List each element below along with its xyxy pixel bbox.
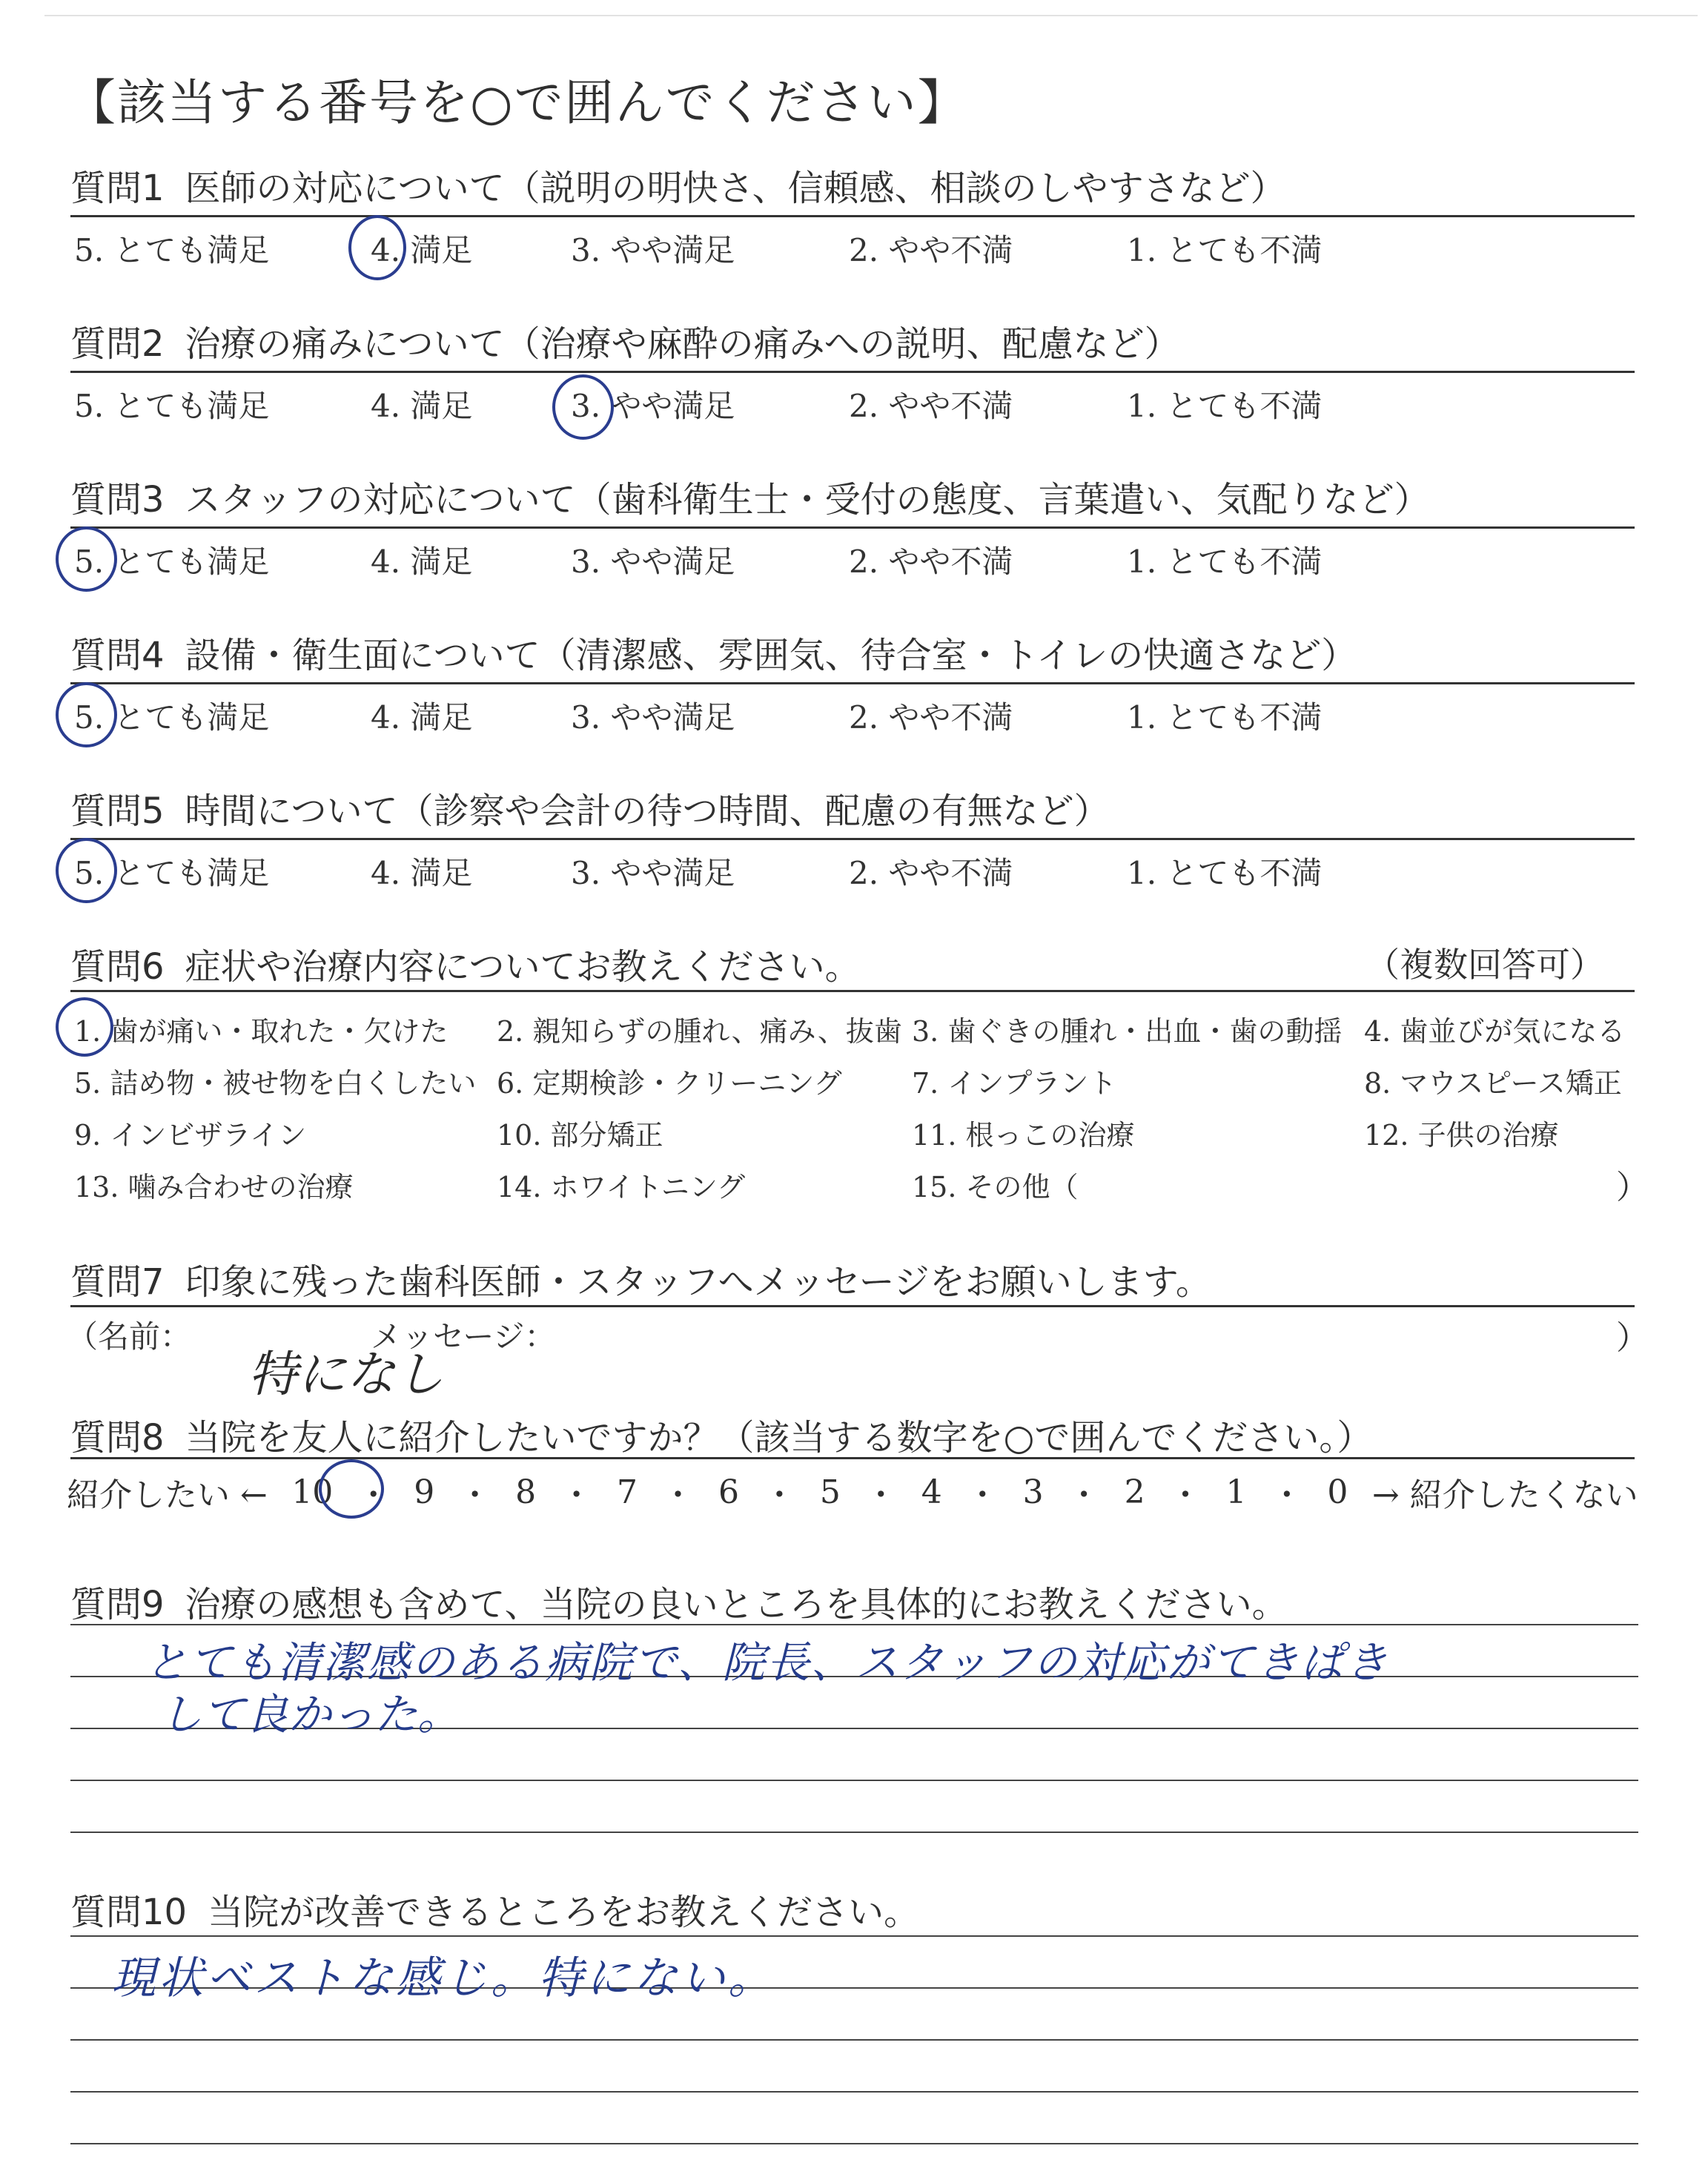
question-text: 設備・衛生面について（清潔感、雰囲気、待合室・トイレの快適さなど） bbox=[185, 635, 1357, 676]
rating-option-3[interactable]: 3. やや満足 bbox=[571, 232, 735, 268]
symptom-option-10[interactable]: 10. 部分矯正 bbox=[497, 1119, 663, 1152]
rating-option-1[interactable]: 1. とても不満 bbox=[1127, 232, 1323, 268]
scale-separator: ・ bbox=[1270, 1476, 1303, 1514]
question-text: 時間について（診察や会計の待つ時間、配慮の有無など） bbox=[185, 790, 1110, 832]
question-rule bbox=[70, 1457, 1635, 1459]
recommend-scale bbox=[67, 1468, 1638, 1516]
scale-value-10[interactable]: 10 bbox=[291, 1473, 334, 1511]
q9-answer-line-2: して良かった。 bbox=[159, 1689, 461, 1740]
rating-option-2[interactable]: 2. やや不満 bbox=[849, 855, 1013, 891]
question-text: 症状や治療内容についてお教えください。 bbox=[185, 946, 861, 988]
question-number: 質問10 bbox=[70, 1892, 188, 1933]
question-rule bbox=[70, 682, 1635, 684]
scale-separator: ・ bbox=[966, 1476, 999, 1514]
q10-answer-line-1: 現状ベストな感じ。特にない。 bbox=[111, 1952, 775, 2004]
question-8 bbox=[70, 1409, 1372, 1460]
question-1 bbox=[70, 159, 1286, 211]
rating-option-5[interactable]: 5. とても満足 bbox=[74, 699, 270, 736]
question-number: 質問2 bbox=[70, 323, 165, 365]
scale-value-0[interactable]: 0 bbox=[1327, 1473, 1348, 1511]
symptom-option-2[interactable]: 2. 親知らずの腫れ、痛み、抜歯 bbox=[497, 1015, 902, 1048]
rating-option-1[interactable]: 1. とても不満 bbox=[1127, 544, 1323, 580]
question-text: 当院が改善できるところをお教えください。 bbox=[208, 1892, 920, 1933]
rating-option-1[interactable]: 1. とても不満 bbox=[1127, 388, 1323, 424]
selection-circle bbox=[56, 997, 113, 1057]
rating-option-4[interactable]: 4. 満足 bbox=[371, 544, 473, 580]
question-4 bbox=[70, 627, 1357, 678]
question-5 bbox=[70, 782, 1110, 833]
question-text: 当院を友人に紹介したいですか？（該当する数字を○で囲んでください。） bbox=[185, 1417, 1373, 1459]
message-label: メッセージ： bbox=[371, 1318, 556, 1355]
answer-line bbox=[70, 2091, 1638, 2093]
scale-separator: ・ bbox=[1169, 1476, 1202, 1514]
rating-option-4[interactable]: 4. 満足 bbox=[371, 699, 473, 736]
scale-value-9[interactable]: 9 bbox=[414, 1473, 435, 1511]
symptom-option-1[interactable]: 1. 歯が痛い・取れた・欠けた bbox=[74, 1015, 448, 1048]
question-text: 治療の感想も含めて、当院の良いところを具体的にお教えください。 bbox=[185, 1584, 1288, 1625]
rating-option-5[interactable]: 5. とても満足 bbox=[74, 855, 270, 891]
symptom-option-8[interactable]: 8. マウスピース矯正 bbox=[1364, 1067, 1622, 1100]
scale-left-label: 紹介したい ← bbox=[67, 1476, 268, 1514]
rating-option-2[interactable]: 2. やや不満 bbox=[849, 232, 1013, 268]
symptom-option-6[interactable]: 6. 定期検診・クリーニング bbox=[497, 1067, 842, 1100]
question-rule bbox=[70, 990, 1635, 992]
rating-option-2[interactable]: 2. やや不満 bbox=[849, 388, 1013, 424]
question-rule bbox=[70, 526, 1635, 529]
rating-option-3[interactable]: 3. やや満足 bbox=[571, 388, 735, 424]
question-text: 医師の対応について（説明の明快さ、信頼感、相談のしやすさなど） bbox=[185, 168, 1286, 209]
question-10 bbox=[70, 1883, 919, 1935]
scale-value-3[interactable]: 3 bbox=[1022, 1473, 1044, 1511]
scale-value-5[interactable]: 5 bbox=[819, 1473, 841, 1511]
symptom-option-11[interactable]: 11. 根っこの治療 bbox=[912, 1119, 1135, 1152]
scale-separator: ・ bbox=[458, 1476, 491, 1514]
rating-option-3[interactable]: 3. やや満足 bbox=[571, 855, 735, 891]
question-rule bbox=[70, 215, 1635, 217]
question-3 bbox=[70, 471, 1430, 522]
symptom-option-15[interactable]: 15. その他（ bbox=[912, 1171, 1079, 1203]
scale-value-4[interactable]: 4 bbox=[921, 1473, 942, 1511]
scale-separator: ・ bbox=[1068, 1476, 1101, 1514]
rating-option-2[interactable]: 2. やや不満 bbox=[849, 544, 1013, 580]
question-rule bbox=[70, 838, 1635, 840]
symptom-option-12[interactable]: 12. 子供の治療 bbox=[1364, 1119, 1559, 1152]
scale-value-8[interactable]: 8 bbox=[515, 1473, 537, 1511]
scale-separator: ・ bbox=[864, 1476, 898, 1514]
symptom-option-9[interactable]: 9. インビザライン bbox=[74, 1119, 307, 1152]
question-6 bbox=[70, 938, 861, 989]
page-title: 【該当する番号を○で囲んでください】 bbox=[67, 74, 968, 131]
top-divider bbox=[44, 15, 1698, 16]
rating-option-2[interactable]: 2. やや不満 bbox=[849, 699, 1013, 736]
rating-option-4[interactable]: 4. 満足 bbox=[371, 232, 473, 268]
scale-separator: ・ bbox=[357, 1476, 390, 1514]
question-number: 質問5 bbox=[70, 790, 165, 832]
q9-answer-line-1: とても清潔感のある病院で、院長、スタッフの対応がてきぱき bbox=[145, 1637, 1389, 1688]
selection-circle bbox=[348, 215, 406, 280]
symptom-option-7[interactable]: 7. インプラント bbox=[912, 1067, 1117, 1100]
rating-option-1[interactable]: 1. とても不満 bbox=[1127, 855, 1323, 891]
answer-line bbox=[70, 1624, 1638, 1625]
rating-option-4[interactable]: 4. 満足 bbox=[371, 388, 473, 424]
rating-option-5[interactable]: 5. とても満足 bbox=[74, 388, 270, 424]
symptom-option-14[interactable]: 14. ホワイトニング bbox=[497, 1171, 746, 1203]
symptom-option-4[interactable]: 4. 歯並びが気になる bbox=[1364, 1015, 1626, 1048]
other-close-paren: ） bbox=[1616, 1169, 1649, 1206]
question-rule bbox=[70, 371, 1635, 373]
question-2 bbox=[70, 315, 1180, 366]
scale-separator: ・ bbox=[560, 1476, 593, 1514]
answer-line bbox=[70, 1780, 1638, 1781]
question-number: 質問4 bbox=[70, 635, 165, 676]
answer-line bbox=[70, 2039, 1638, 2041]
question-7 bbox=[70, 1253, 1211, 1304]
scale-value-6[interactable]: 6 bbox=[718, 1473, 739, 1511]
question-9 bbox=[70, 1576, 1288, 1627]
question-number: 質問8 bbox=[70, 1417, 165, 1459]
scale-separator: ・ bbox=[763, 1476, 796, 1514]
question-number: 質問9 bbox=[70, 1584, 165, 1625]
rating-option-3[interactable]: 3. やや満足 bbox=[571, 699, 735, 736]
question-text: 印象に残った歯科医師・スタッフへメッセージをお願いします。 bbox=[185, 1261, 1211, 1303]
scale-value-7[interactable]: 7 bbox=[617, 1473, 638, 1511]
scale-value-1[interactable]: 1 bbox=[1225, 1473, 1247, 1511]
scale-value-2[interactable]: 2 bbox=[1124, 1473, 1145, 1511]
answer-line bbox=[70, 2143, 1638, 2144]
question-text: スタッフの対応について（歯科衛生士・受付の態度、言葉遣い、気配りなど） bbox=[185, 479, 1430, 521]
selection-circle bbox=[56, 526, 117, 592]
selection-circle bbox=[319, 1459, 384, 1519]
selection-circle bbox=[56, 838, 117, 903]
message-handwritten: 特になし bbox=[248, 1346, 444, 1403]
rating-option-3[interactable]: 3. やや満足 bbox=[571, 544, 735, 580]
message-close-paren: ） bbox=[1616, 1319, 1649, 1357]
symptom-option-5[interactable]: 5. 詰め物・被せ物を白くしたい bbox=[74, 1067, 477, 1100]
scale-right-label: → 紹介したくない bbox=[1371, 1476, 1638, 1514]
question-number: 質問6 bbox=[70, 946, 165, 988]
answer-line bbox=[70, 1832, 1638, 1833]
question-number: 質問1 bbox=[70, 168, 165, 209]
symptom-option-3[interactable]: 3. 歯ぐきの腫れ・出血・歯の動揺 bbox=[912, 1015, 1343, 1048]
answer-line bbox=[70, 1935, 1638, 1937]
selection-circle bbox=[552, 374, 614, 440]
rating-option-4[interactable]: 4. 満足 bbox=[371, 855, 473, 891]
rating-option-5[interactable]: 5. とても満足 bbox=[74, 544, 270, 580]
question-text: 治療の痛みについて（治療や麻酔の痛みへの説明、配慮など） bbox=[185, 323, 1180, 365]
question-rule bbox=[70, 1305, 1635, 1307]
rating-option-5[interactable]: 5. とても満足 bbox=[74, 232, 270, 268]
question-number: 質問7 bbox=[70, 1261, 165, 1303]
rating-option-1[interactable]: 1. とても不満 bbox=[1127, 699, 1323, 736]
name-label: （名前： bbox=[67, 1318, 192, 1355]
symptom-option-13[interactable]: 13. 噛み合わせの治療 bbox=[74, 1171, 354, 1203]
selection-circle bbox=[56, 682, 117, 747]
multiple-answers-note: （複数回答可） bbox=[1366, 945, 1604, 985]
scale-separator: ・ bbox=[661, 1476, 695, 1514]
question-number: 質問3 bbox=[70, 479, 165, 521]
